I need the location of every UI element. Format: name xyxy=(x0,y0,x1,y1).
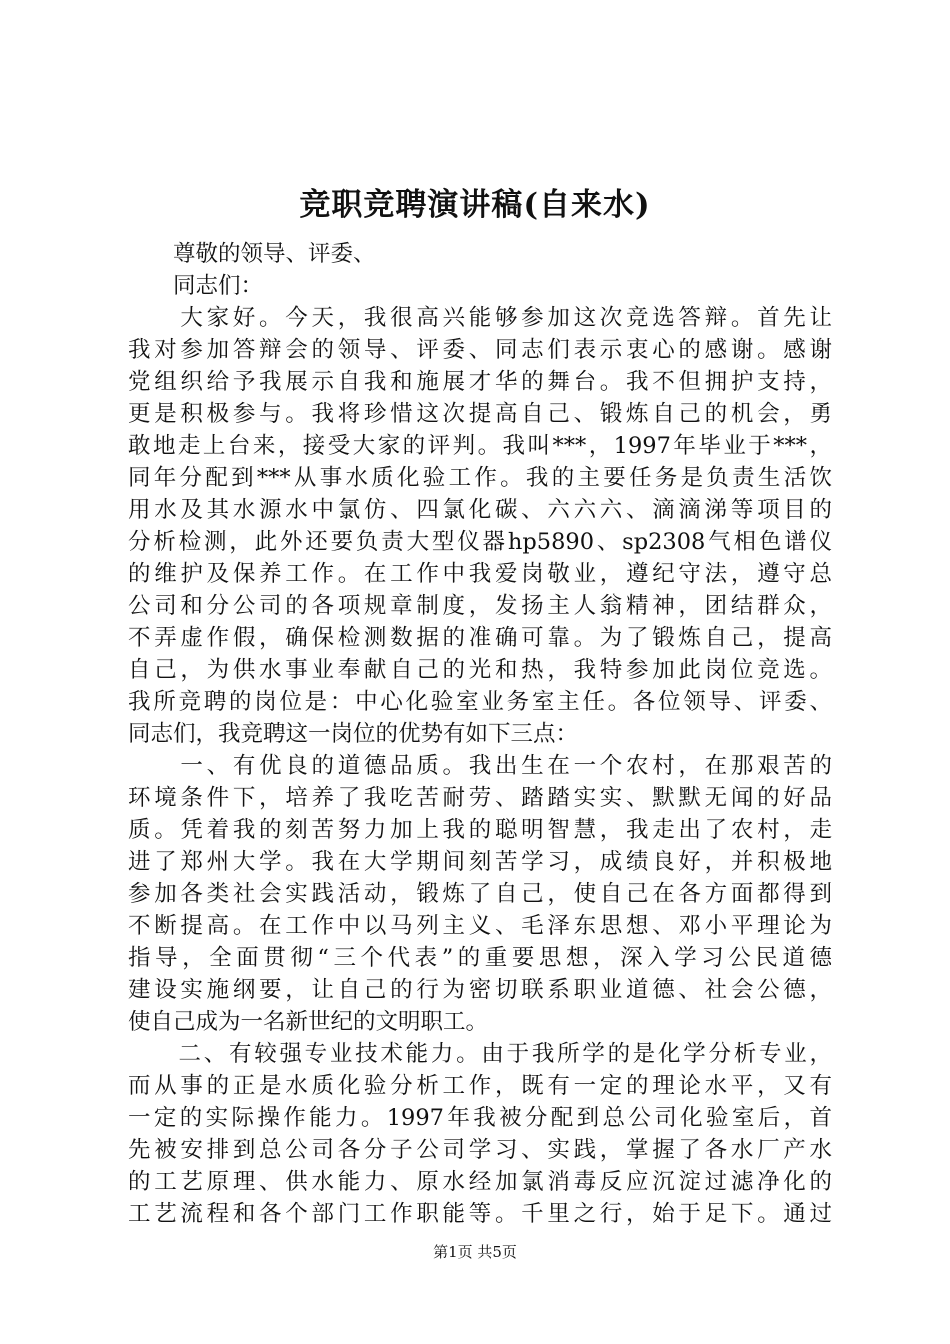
body-line: 敢地走上台来，接受大家的评判。我叫***，1997年毕业于***， xyxy=(128,433,832,459)
body-line: 我对参加答辩会的领导、评委、同志们表示衷心的感谢。感谢 xyxy=(128,337,832,363)
body-line: 同志们： xyxy=(128,273,264,299)
body-line: 二、有较强专业技术能力。由于我所学的是化学分析专业， xyxy=(128,1041,832,1067)
body-line: 一定的实际操作能力。1997年我被分配到总公司化验室后，首 xyxy=(128,1105,832,1131)
body-line: 公司和分公司的各项规章制度，发扬主人翁精神，团结群众， xyxy=(128,593,832,619)
body-line: 进了郑州大学。我在大学期间刻苦学习，成绩良好，并积极地 xyxy=(128,849,832,875)
body-line: 指导，全面贯彻“三个代表”的重要思想，深入学习公民道德 xyxy=(128,945,832,971)
body-line: 质。凭着我的刻苦努力加上我的聪明智慧，我走出了农村，走 xyxy=(128,817,832,843)
body-line: 分析检测，此外还要负责大型仪器hp5890、sp2308气相色谱仪 xyxy=(128,529,832,555)
body-line: 同年分配到***从事水质化验工作。我的主要任务是负责生活饮 xyxy=(128,465,832,491)
body-line: 的维护及保养工作。在工作中我爱岗敬业，遵纪守法，遵守总 xyxy=(128,561,832,587)
body-line: 参加各类社会实践活动，锻炼了自己，使自己在各方面都得到 xyxy=(128,881,832,907)
body-line: 的工艺原理、供水能力、原水经加氯消毒反应沉淀过滤净化的 xyxy=(128,1169,832,1195)
body-line: 党组织给予我展示自我和施展才华的舞台。我不但拥护支持， xyxy=(128,369,832,395)
body-line: 先被安排到总公司各分子公司学习、实践，掌握了各水厂产水 xyxy=(128,1137,832,1163)
body-line: 不断提高。在工作中以马列主义、毛泽东思想、邓小平理论为 xyxy=(128,913,832,939)
body-line: 大家好。今天，我很高兴能够参加这次竞选答辩。首先让 xyxy=(128,305,832,331)
body-line: 更是积极参与。我将珍惜这次提高自己、锻炼自己的机会，勇 xyxy=(128,401,832,427)
body-line: 环境条件下，培养了我吃苦耐劳、踏踏实实、默默无闻的好品 xyxy=(128,785,832,811)
body-line: 用水及其水源水中氯仿、四氯化碳、六六六、滴滴涕等项目的 xyxy=(128,497,832,523)
body-line: 我所竞聘的岗位是：中心化验室业务室主任。各位领导、评委、 xyxy=(128,689,832,715)
body-line: 建设实施纲要，让自己的行为密切联系职业道德、社会公德， xyxy=(128,977,832,1003)
body-line: 一、有优良的道德品质。我出生在一个农村，在那艰苦的 xyxy=(128,753,832,779)
body-line: 使自己成为一名新世纪的文明职工。 xyxy=(128,1009,489,1035)
body-line: 尊敬的领导、评委、 xyxy=(128,241,376,267)
document-title: 竞职竞聘演讲稿(自来水) xyxy=(299,187,651,223)
body-line: 而从事的正是水质化验分析工作，既有一定的理论水平，又有 xyxy=(128,1073,832,1099)
body-line: 不弄虚作假，确保检测数据的准确可靠。为了锻炼自己，提高 xyxy=(128,625,832,651)
document-body xyxy=(128,238,832,1230)
body-line: 自己，为供水事业奉献自己的光和热，我特参加此岗位竞选。 xyxy=(128,657,832,683)
page-footer: 第1页 共5页 xyxy=(433,1243,517,1261)
body-line: 工艺流程和各个部门工作职能等。千里之行，始于足下。通过 xyxy=(128,1201,832,1227)
body-line: 同志们，我竞聘这一岗位的优势有如下三点： xyxy=(128,721,579,747)
